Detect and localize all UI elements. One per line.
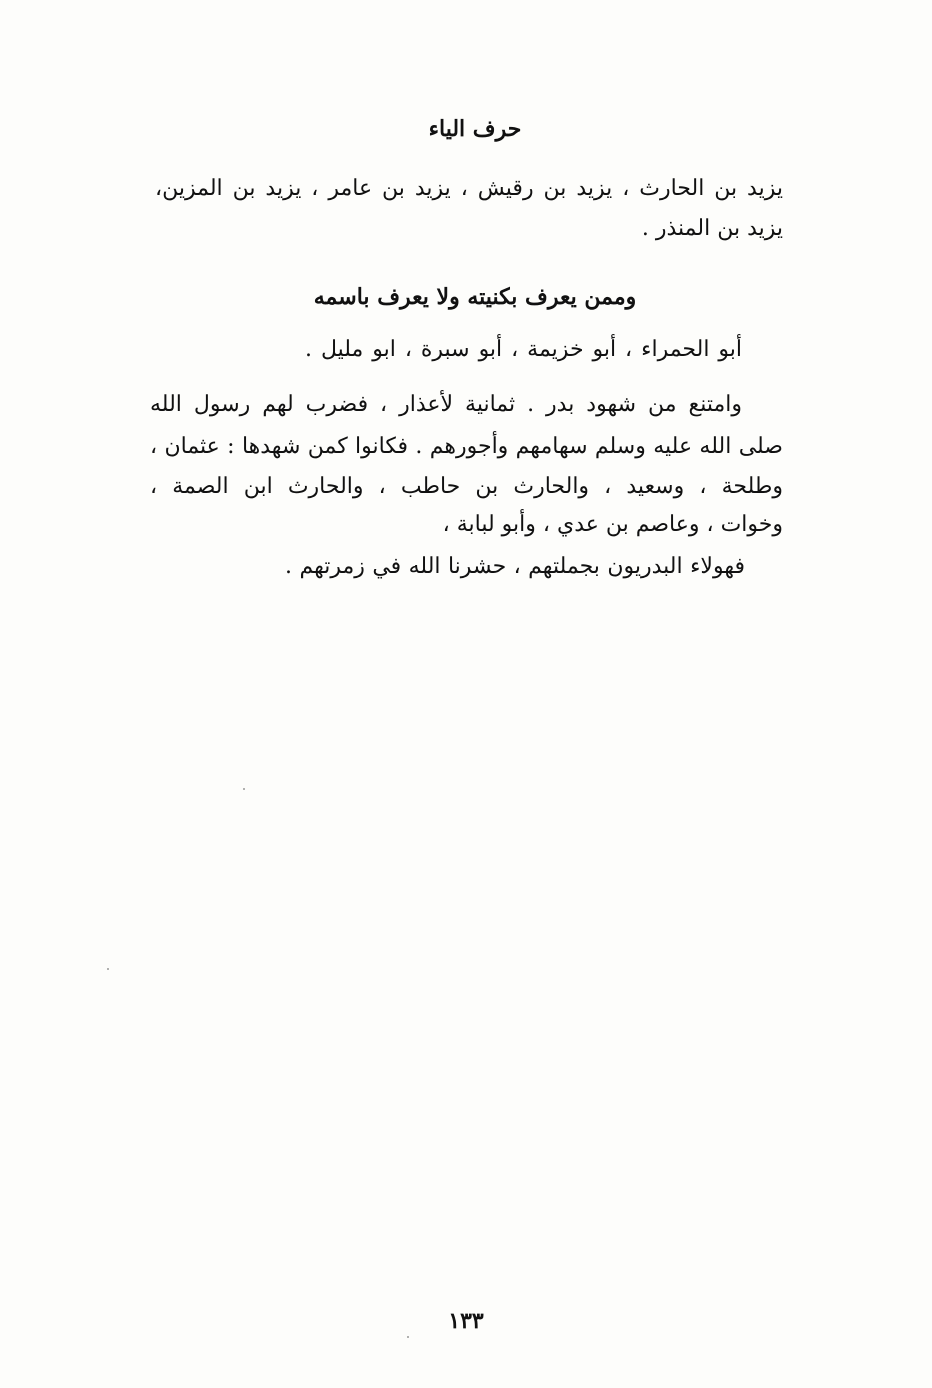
paragraph-line: وطلحة ، وسعيد ، والحارث بن حاطب ، والحارث ابن الصمة ،	[150, 474, 783, 499]
section-heading-kunya: وممن يعرف بكنيته ولا يعرف باسمه	[313, 284, 637, 310]
closing-line: فهولاء البدريون بجملتهم ، حشرنا الله في زمرتهم .	[285, 554, 745, 579]
page-number: ١٣٣	[448, 1308, 484, 1334]
scan-speck	[243, 788, 245, 790]
list-line: يزيد بن الحارث ، يزيد بن رقيش ، يزيد بن عامر ، يزيد بن المزين،	[155, 176, 783, 201]
paragraph-line: صلى الله عليه وسلم سهامهم وأجورهم . فكانوا كمن شهدها : عثمان ،	[150, 434, 783, 459]
scan-speck	[107, 968, 109, 970]
list-line: يزيد بن المنذر .	[641, 216, 783, 241]
paragraph-line: وخوات ، وعاصم بن عدي ، وأبو لبابة ،	[442, 512, 783, 537]
section-heading-ya: حرف الياء	[428, 116, 522, 142]
kunya-list: أبو الحمراء ، أبو خزيمة ، أبو سبرة ، ابو مليل .	[305, 337, 742, 362]
scan-speck	[407, 1336, 409, 1338]
paragraph-line: وامتنع من شهود بدر . ثمانية لأعذار ، فضرب لهم رسول الله	[150, 392, 742, 417]
